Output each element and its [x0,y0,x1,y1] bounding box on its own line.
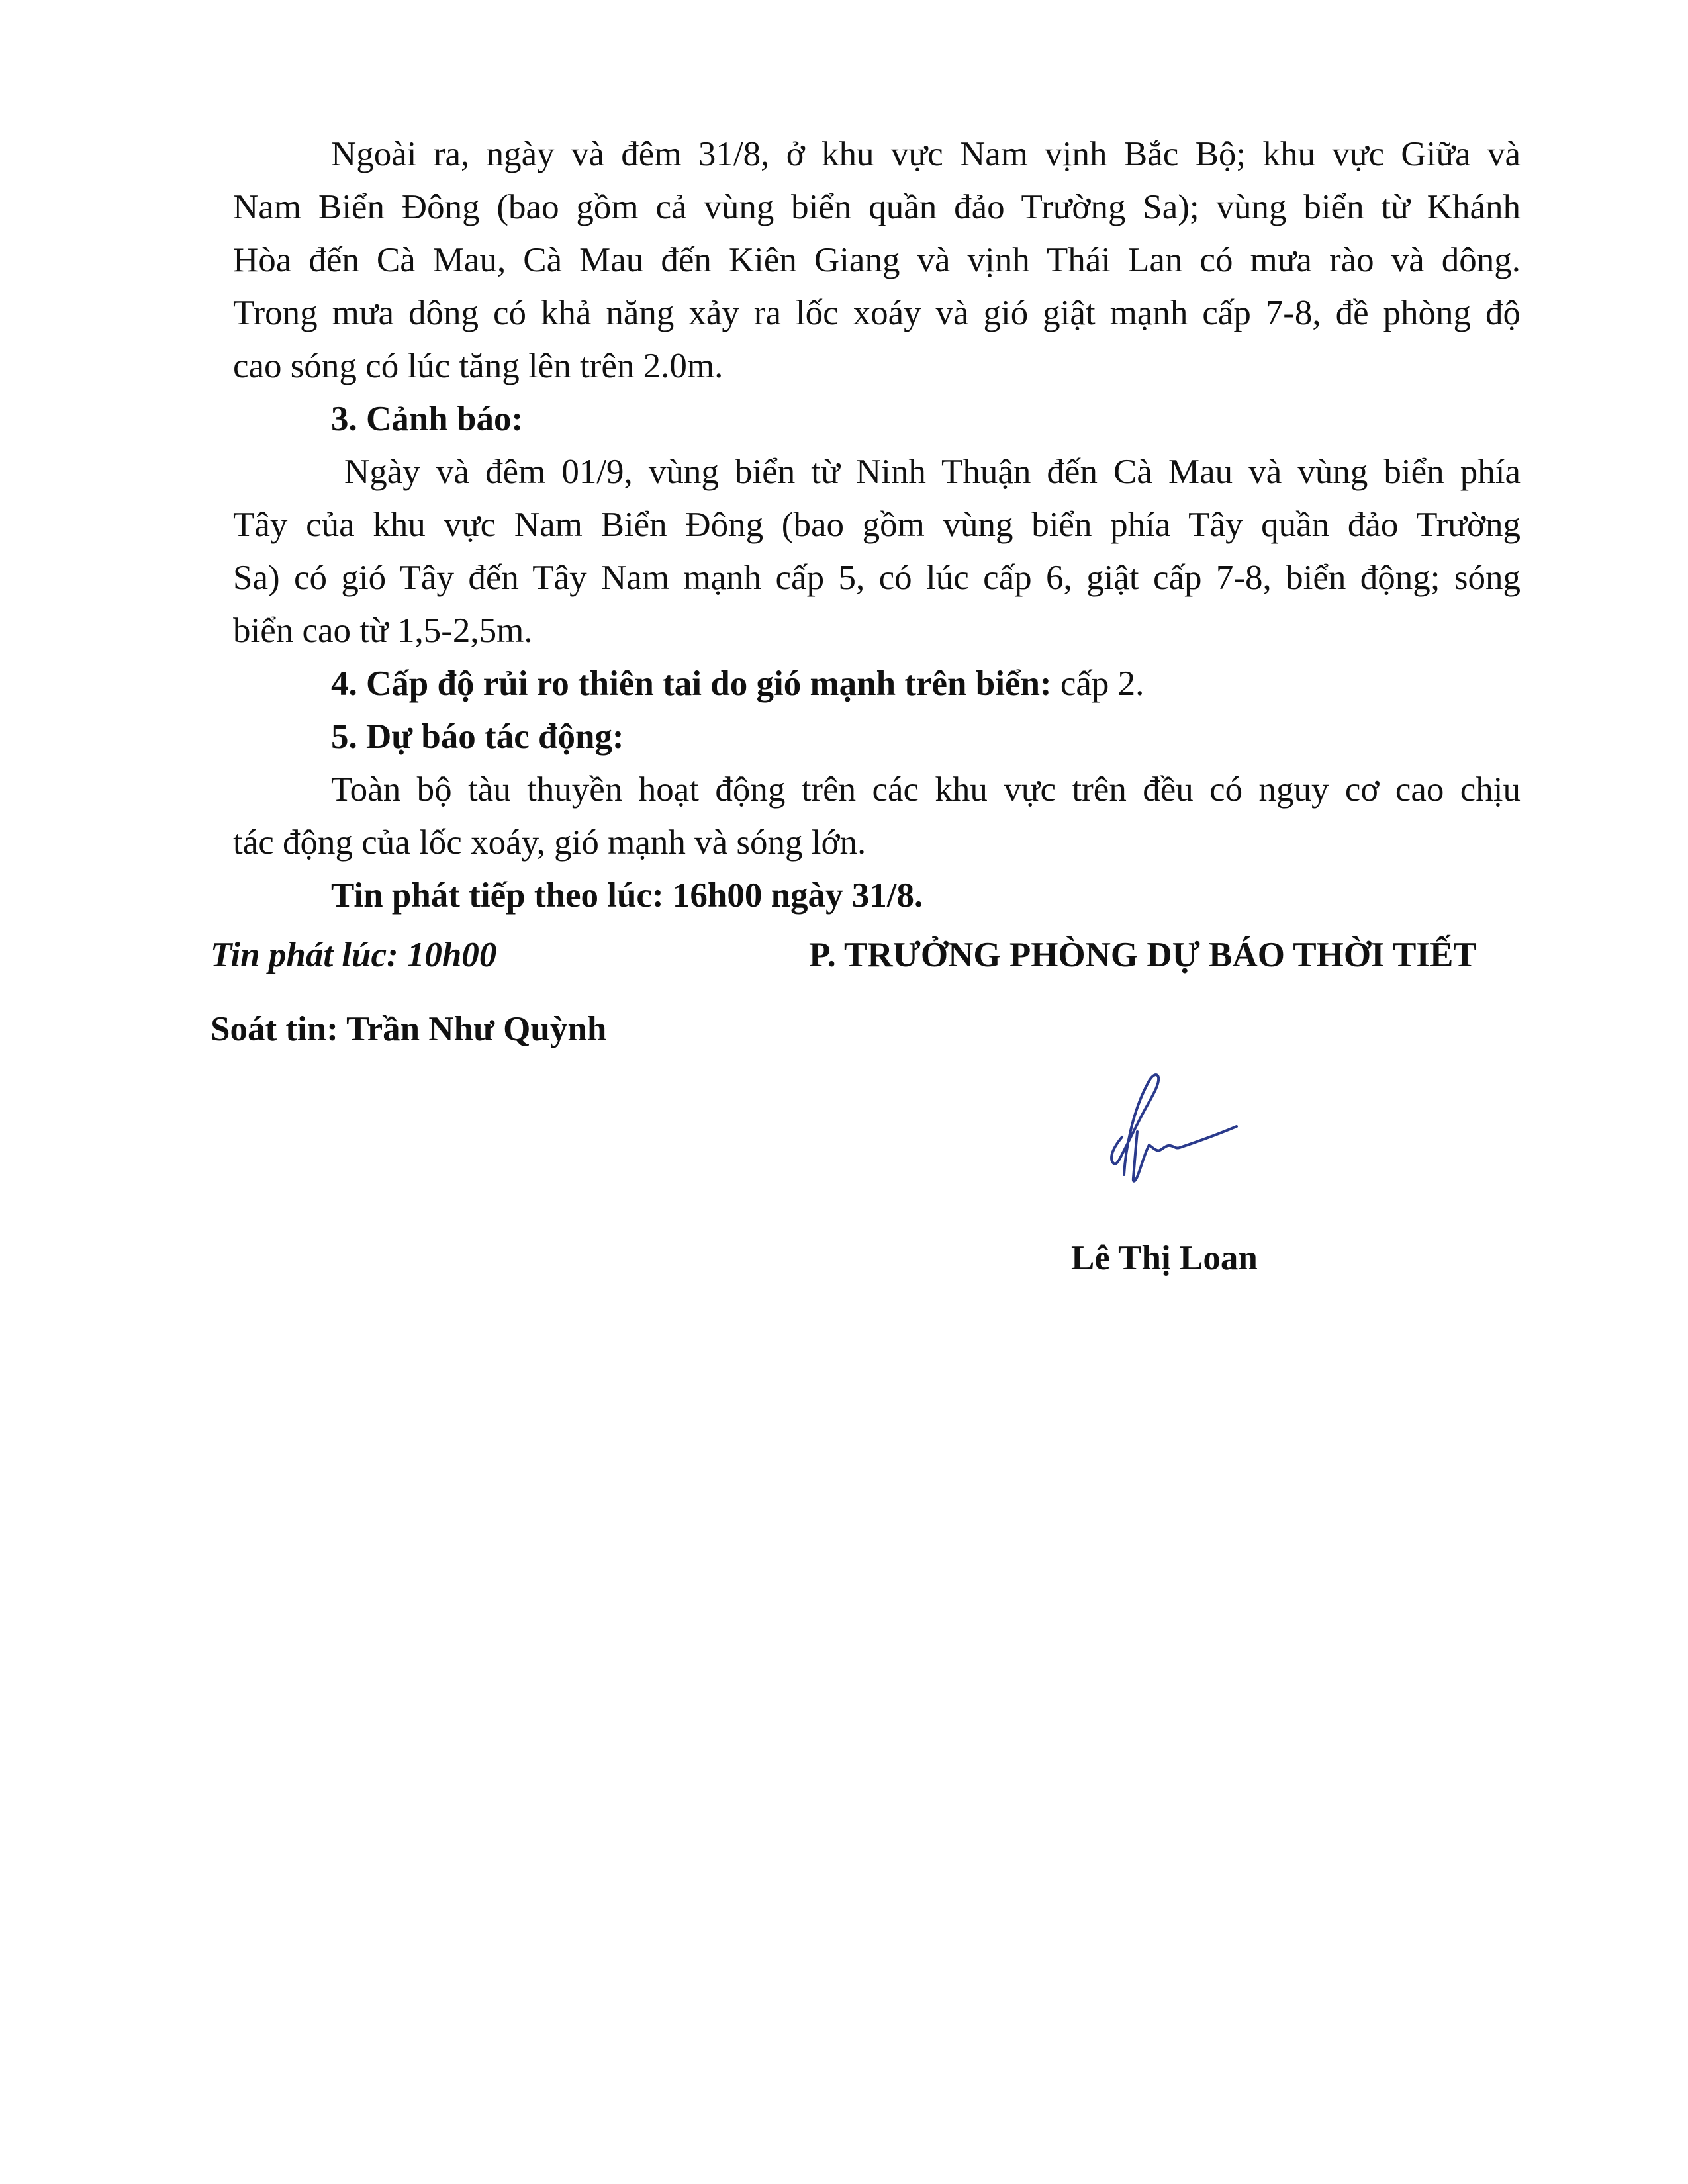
signer-name: Lê Thị Loan [1071,1239,1258,1277]
section-5-line-1: Toàn bộ tàu thuyền hoạt động trên các khu vực trên đều có nguy cơ cao chịu [331,770,1521,809]
paragraph-intro-line-5: cao sóng có lúc tăng lên trên 2.0m. [233,347,724,385]
section-3-line-4: biển cao từ 1,5-2,5m. [233,612,533,650]
signer-position: P. TRƯỞNG PHÒNG DỰ BÁO THỜI TIẾT [809,936,1477,974]
paragraph-intro-line-1: Ngoài ra, ngày và đêm 31/8, ở khu vực Nam vịnh Bắc Bộ; khu vực Giữa và [331,135,1521,173]
next-bulletin: Tin phát tiếp theo lúc: 16h00 ngày 31/8. [331,876,923,915]
section-3-line-2: Tây của khu vực Nam Biển Đông (bao gồm vùng biển phía Tây quần đảo Trường [233,506,1521,544]
paragraph-intro-line-3: Hòa đến Cà Mau, Cà Mau đến Kiên Giang và vịnh Thái Lan có mưa rào và dông. [233,241,1521,279]
section-3-heading: 3. Cảnh báo: [331,400,524,438]
issued-at: Tin phát lúc: 10h00 [211,936,497,974]
section-4 [331,662,1144,705]
paragraph-intro-line-4: Trong mưa dông có khả năng xảy ra lốc xoáy và gió giật mạnh cấp 7-8, đề phòng độ [233,294,1521,332]
section-5-line-2: tác động của lốc xoáy, gió mạnh và sóng lớn. [233,823,867,862]
section-3-line-3: Sa) có gió Tây đến Tây Nam mạnh cấp 5, có lúc cấp 6, giật cấp 7-8, biển động; sóng [233,559,1521,597]
section-4-value: cấp 2. [1051,664,1145,703]
section-4-heading: 4. Cấp độ rủi ro thiên tai do gió mạnh trên biển: [331,664,1052,703]
paragraph-intro-line-2: Nam Biển Đông (bao gồm cả vùng biển quần đảo Trường Sa); vùng biển từ Khánh [233,188,1521,226]
handwritten-signature [1086,1052,1271,1198]
reviewer: Soát tin: Trần Như Quỳnh [211,1010,607,1048]
section-3-line-1: Ngày và đêm 01/9, vùng biển từ Ninh Thuận đến Cà Mau và vùng biển phía [344,453,1521,491]
section-5-heading: 5. Dự báo tác động: [331,717,624,756]
